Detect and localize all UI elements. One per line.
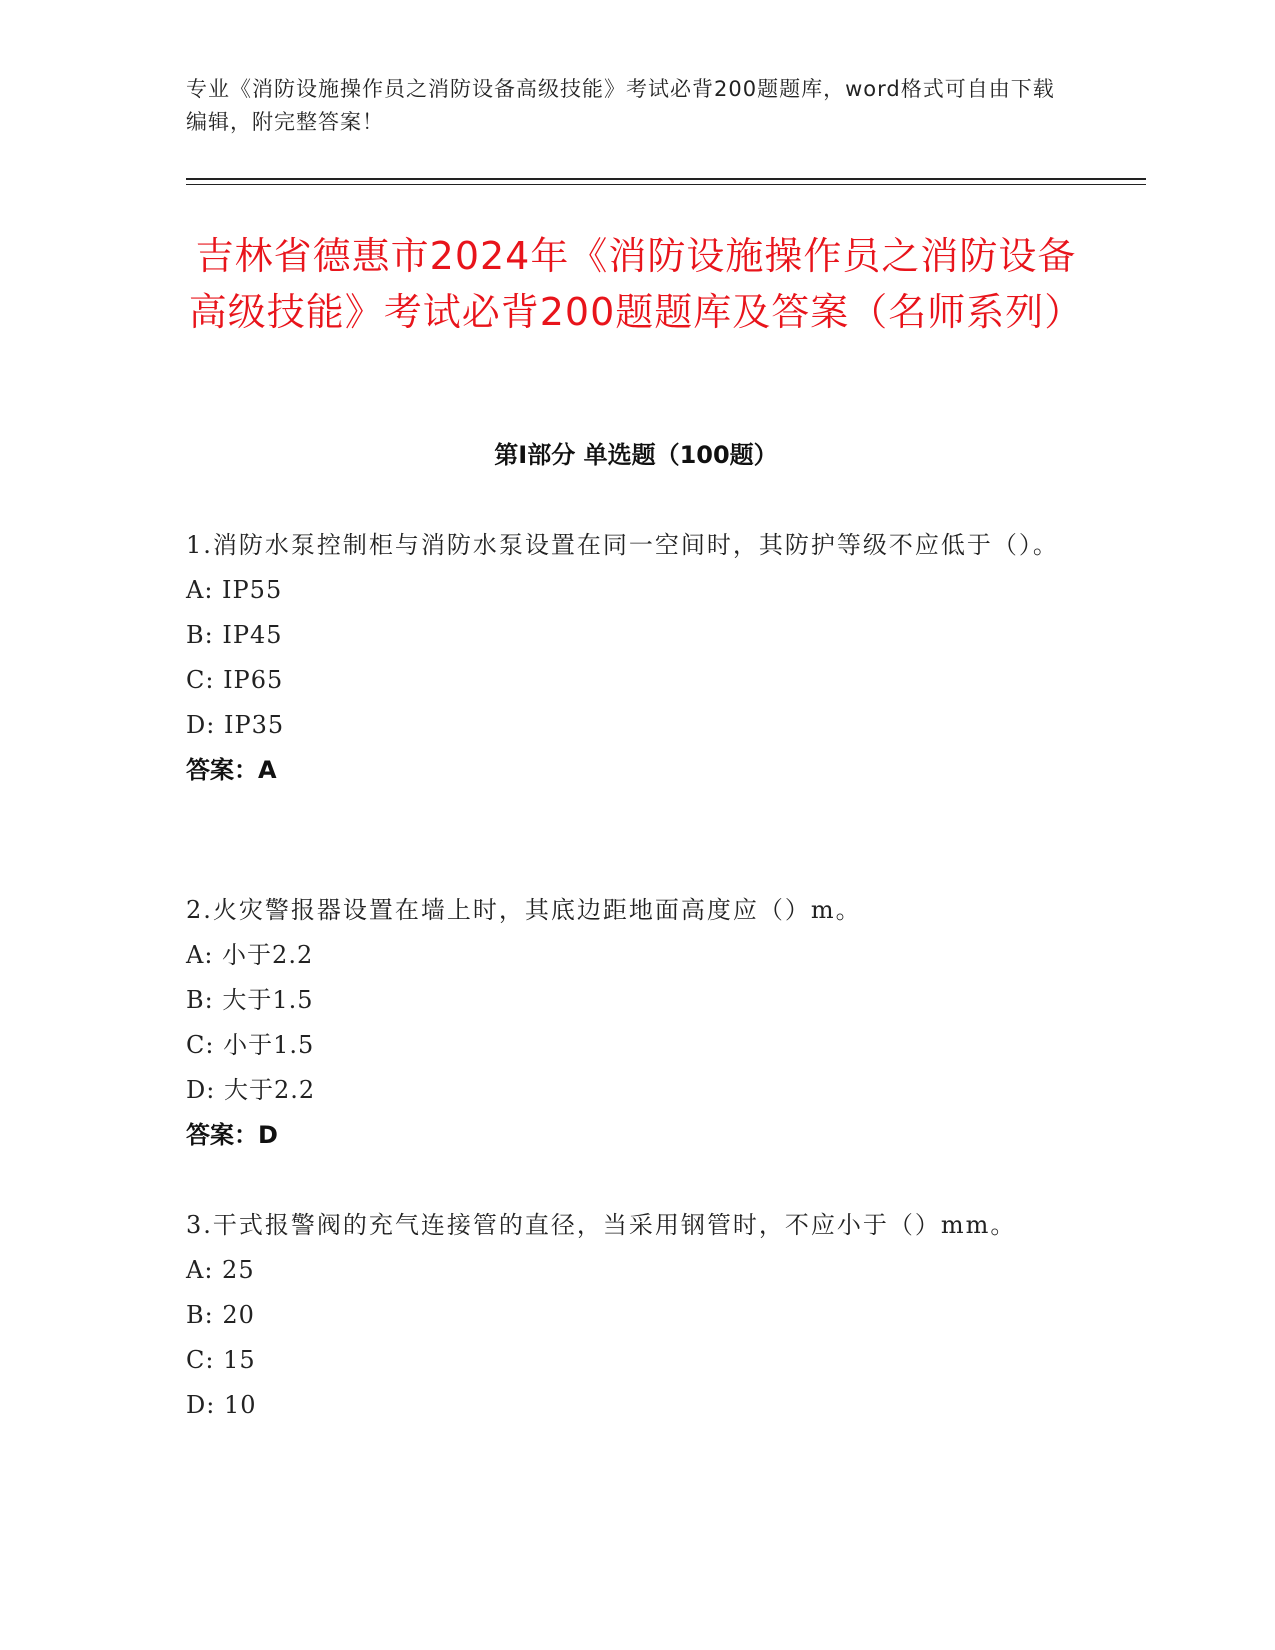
answer: 答案：A [186,756,277,784]
option-d: D: 大于2.2 [186,1076,316,1104]
header-divider-thick [186,178,1146,180]
question-2 [186,887,1066,1158]
option-c: C: 15 [186,1346,256,1374]
question-stem: 2.火灾警报器设置在墙上时，其底边距地面高度应（）m。 [186,896,862,924]
answer: 答案：D [186,1121,278,1149]
header-divider-thin [186,184,1146,185]
option-c: C: IP65 [186,666,284,694]
section-heading: 第Ⅰ部分 单选题（100题） [494,441,778,469]
option-b: B: 20 [186,1301,255,1329]
option-d: D: IP35 [186,711,285,739]
option-d: D: 10 [186,1391,257,1419]
option-a: A: 25 [186,1256,255,1284]
option-b: B: 大于1.5 [186,986,314,1014]
question-3 [186,1202,1066,1428]
option-a: A: 小于2.2 [186,941,314,969]
option-c: C: 小于1.5 [186,1031,315,1059]
question-1 [186,522,1066,793]
document-title: 吉林省德惠市2024年《消防设施操作员之消防设备高级技能》考试必背200题题库及答案（名师系列） [188,234,1084,334]
option-a: A: IP55 [186,576,283,604]
question-stem: 1.消防水泵控制柜与消防水泵设置在同一空间时，其防护等级不应低于（）。 [186,531,1059,559]
question-stem: 3.干式报警阀的充气连接管的直径，当采用钢管时，不应小于（）mm。 [186,1211,1017,1239]
option-b: B: IP45 [186,621,283,649]
header-note: 专业《消防设施操作员之消防设备高级技能》考试必背200题题库，word格式可自由下载编辑，附完整答案！ [186,77,1055,134]
